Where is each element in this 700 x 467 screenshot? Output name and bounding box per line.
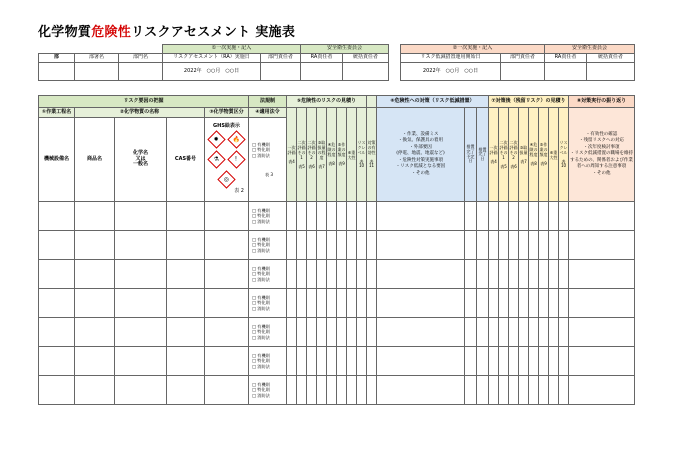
header-section: 部署名 bbox=[75, 54, 119, 63]
main-risk-table bbox=[38, 95, 635, 405]
exclamation-icon: ! bbox=[227, 150, 245, 168]
table-row bbox=[39, 231, 635, 260]
law-checkbox-cell[interactable]: □ 有機則 □ 特化則 □ 消防法 bbox=[249, 347, 287, 376]
risk-col-3: 二次評価その2 表6 bbox=[307, 108, 317, 202]
approval-table-left bbox=[38, 44, 389, 81]
dept-manager-cell-2[interactable] bbox=[501, 63, 545, 81]
cas-col-header: CAS番号 bbox=[167, 118, 205, 202]
corrosion-icon: ⚗ bbox=[207, 150, 225, 168]
table-row bbox=[39, 318, 635, 347]
law-checkbox-cell[interactable]: □ 有機則 □ 特化則 □ 消防法 bbox=[249, 202, 287, 231]
res-col-4: ③取扱量 表7 bbox=[519, 108, 529, 202]
table-row bbox=[39, 260, 635, 289]
res-col-5: ④危険の程度 表8 bbox=[529, 108, 539, 202]
section-cell[interactable] bbox=[75, 63, 119, 81]
header-dept-manager-2: 部門責任者 bbox=[501, 54, 545, 63]
chem-header: ②化学物質の名称 bbox=[75, 108, 205, 118]
header-dept-manager: 部門責任者 bbox=[261, 54, 301, 63]
process-header: ①作業工程名 bbox=[39, 108, 75, 118]
risk-col-7: ⑥重大性 bbox=[347, 108, 357, 202]
risk-col-5: ④危険の程度 表8 bbox=[327, 108, 337, 202]
residual-band: ⑦対策後（残留リスク）の見積り bbox=[489, 96, 569, 108]
flame-over-circle-icon: ◎ bbox=[217, 170, 235, 188]
measure-band: ⑥危険性への対策（リスク低減措置） bbox=[377, 96, 489, 108]
res-col-1: 一次評価 表4 bbox=[489, 108, 499, 202]
law-checkbox-cell[interactable]: □ 有機則 □ 特化則 □ 消防法 bbox=[249, 289, 287, 318]
law-checkbox-cell[interactable]: □ 有機則 □ 特化則 □ 消防法 bbox=[249, 231, 287, 260]
general-manager-cell[interactable] bbox=[343, 63, 389, 81]
dept-cell[interactable] bbox=[39, 63, 75, 81]
ghs-pictograms bbox=[207, 130, 247, 189]
risk-col-4: ③取扱量の程度 表7 bbox=[317, 108, 327, 202]
effectiveness-col: 対策の有効性 表11 bbox=[367, 108, 377, 202]
law-checkbox-cell[interactable]: □ 有機則 □ 特化則 □ 消防法 bbox=[249, 376, 287, 405]
title-highlight: 危険性 bbox=[91, 25, 132, 40]
class-header: ③化学物質区分 bbox=[205, 108, 249, 118]
res-col-7: ⑥重大性 bbox=[549, 108, 559, 202]
safety-committee-header: 安全衛生委員会 bbox=[301, 45, 389, 54]
identify-band: リスク要因の把握 bbox=[39, 96, 249, 108]
table-row bbox=[39, 202, 635, 231]
res-col-2: 二次評価その1 表5 bbox=[499, 108, 509, 202]
approval-table-right bbox=[400, 44, 635, 81]
risk-col-6: ⑤作業の頻度 表9 bbox=[337, 108, 347, 202]
law-header-cell: □ 有機則 □ 特化則 □ 消防法 表 3 bbox=[249, 118, 287, 202]
review-list: ・有効性の確認 ・残留リスクへの対応 ・次年度検討事項 ・リスク低減措置の職場を維持するための、関係者および作業者への周知する注意事項 ・その他 bbox=[569, 108, 635, 202]
table-row bbox=[39, 289, 635, 318]
completed-date-col: 措置完了日 bbox=[477, 108, 489, 202]
page-title: 化学物質危険性リスクアセスメント 実施表 bbox=[38, 25, 296, 40]
planned-date-col: 措置完了予定日 bbox=[465, 108, 477, 202]
res-col-3: 二次評価その2 表6 bbox=[509, 108, 519, 202]
risk-band: ⑤危険性のリスクの見積り bbox=[287, 96, 367, 108]
safety-committee-header-2: 安全衛生委員会 bbox=[545, 45, 635, 54]
header-ra-date: リスクアセスメント（RA）実施日 bbox=[163, 54, 261, 63]
header-ra-manager: RA責任者 bbox=[301, 54, 343, 63]
ra-date-cell[interactable]: 2022年 ○○月 ○○日 bbox=[163, 63, 261, 81]
general-manager-cell-2[interactable] bbox=[587, 63, 635, 81]
header-start-date: リスク低減措置運用開始日 bbox=[401, 54, 501, 63]
dept-manager-cell[interactable] bbox=[261, 63, 301, 81]
law-band: 法規制 bbox=[249, 96, 287, 108]
ghs-label: GHS絵表示 bbox=[213, 123, 240, 130]
review-band: ⑧対策実行の振り返り bbox=[569, 96, 635, 108]
division-cell[interactable] bbox=[119, 63, 163, 81]
ra-manager-cell[interactable] bbox=[301, 63, 343, 81]
flame-icon: 🔥 bbox=[227, 130, 245, 148]
exploding-bomb-icon: ✹ bbox=[207, 130, 225, 148]
start-date-cell[interactable]: 2022年 ○○月 ○○日 bbox=[401, 63, 501, 81]
res-col-6: ⑤作業の頻度 表9 bbox=[539, 108, 549, 202]
law-checkbox-cell[interactable]: □ 有機則 □ 特化則 □ 消防法 bbox=[249, 260, 287, 289]
law-checkbox-cell[interactable]: □ 有機則 □ 特化則 □ 消防法 bbox=[249, 318, 287, 347]
header-division: 部門名 bbox=[119, 54, 163, 63]
machine-col-header: 機械設備名 bbox=[39, 118, 75, 202]
risk-col-2: 二次評価その1 表5 bbox=[297, 108, 307, 202]
header-general-manager-2: 統括責任者 bbox=[587, 54, 635, 63]
product-col-header: 商品名 bbox=[75, 118, 115, 202]
chemname-col-header: 化学名 又は 一般名 bbox=[115, 118, 167, 202]
measure-list: ・作業、設備ミス ・換気、保護具の着用 ・外部要因 (停電、地震、地震など) ・危険性対策実施事項 ・リスク低減となる要因 ・その他 bbox=[377, 108, 465, 202]
header-ra-manager-2: RA責任者 bbox=[545, 54, 587, 63]
table-row bbox=[39, 347, 635, 376]
header-dept: 部 bbox=[39, 54, 75, 63]
second-implementation-header: ②一次実施・記入 bbox=[401, 45, 545, 54]
first-implementation-header: ①一次実施・記入 bbox=[163, 45, 301, 54]
ra-manager-cell-2[interactable] bbox=[545, 63, 587, 81]
res-col-8: リスクレベル 表10 bbox=[559, 108, 569, 202]
header-general-manager: 統括責任者 bbox=[343, 54, 389, 63]
table-row bbox=[39, 376, 635, 405]
ghs-cell: GHS絵表示 ✹ 🔥 ⚗ ! ◎ 表 2 bbox=[205, 118, 249, 202]
risk-col-1: 一次評価 表4 bbox=[287, 108, 297, 202]
applicable-header: ④適用法令 bbox=[249, 108, 287, 118]
risk-col-8: リスクレベル 表10 bbox=[357, 108, 367, 202]
